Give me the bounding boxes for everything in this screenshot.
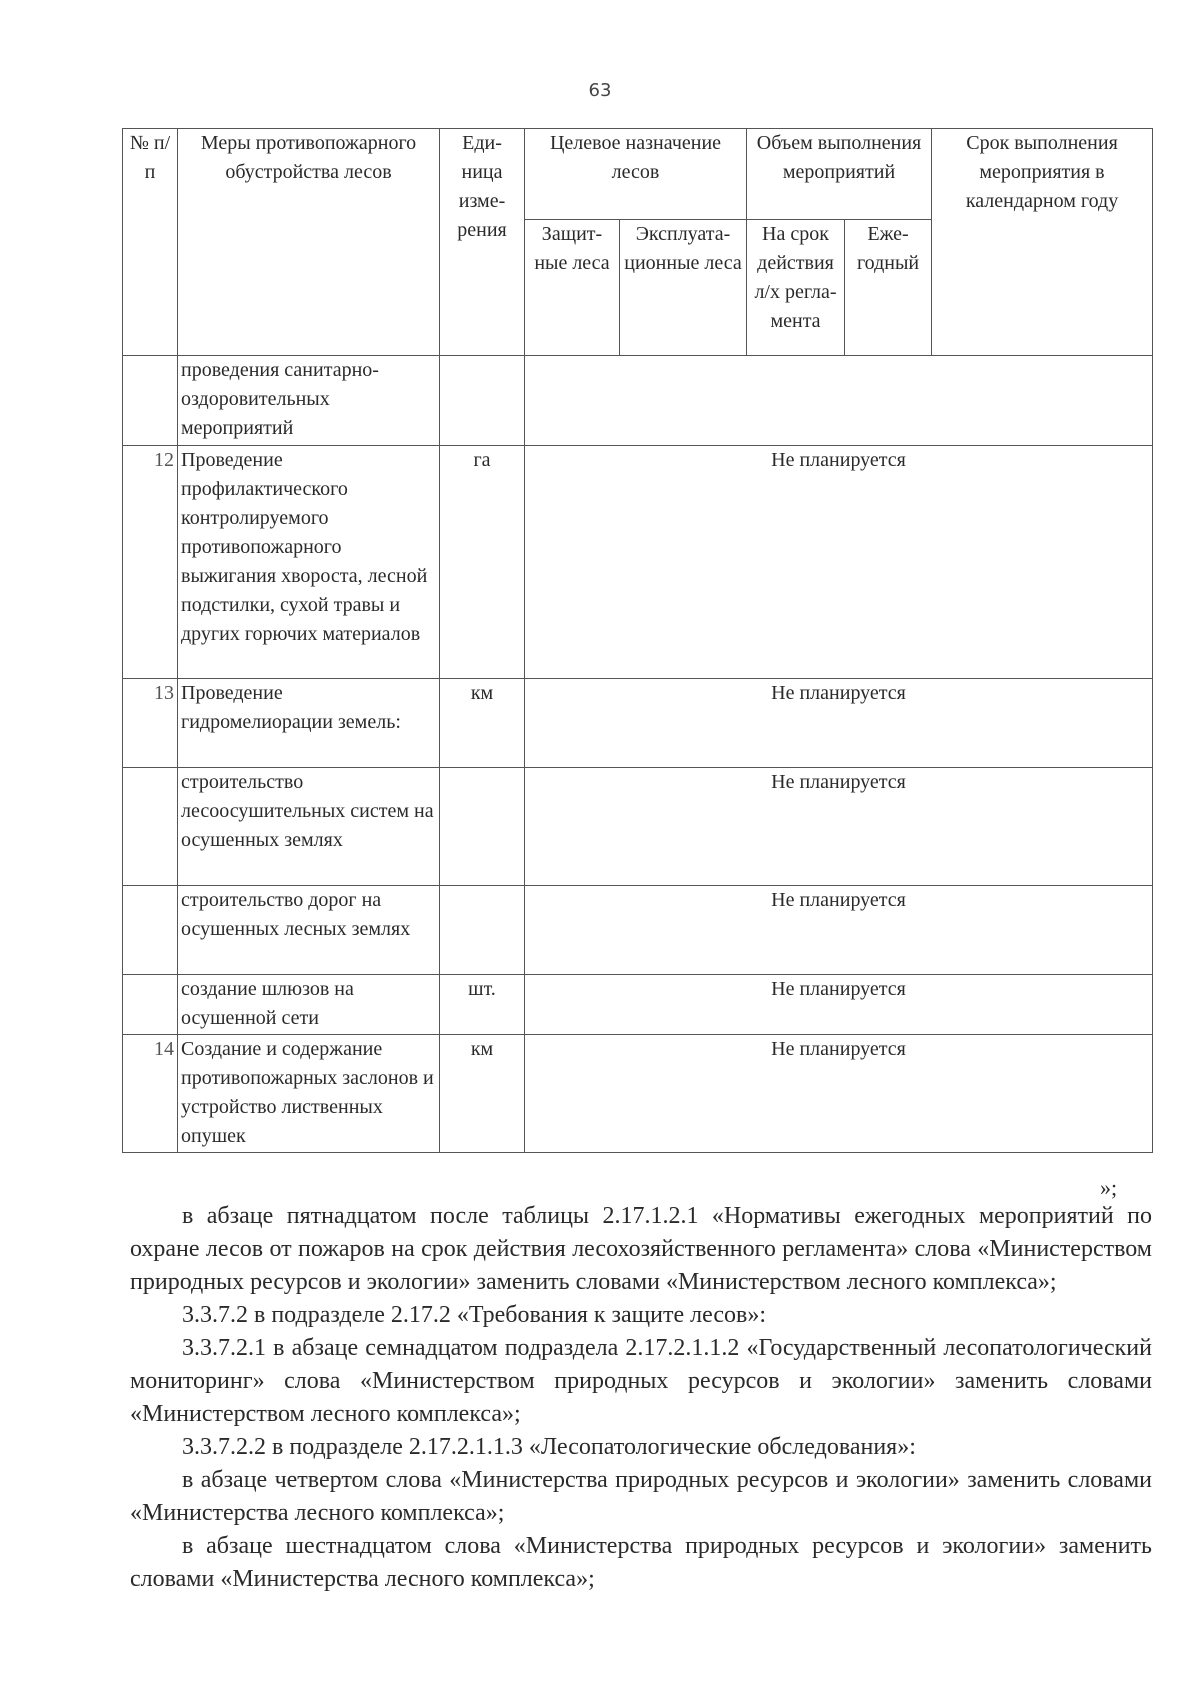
- row-unit: шт.: [440, 975, 525, 1035]
- paragraph: в абзаце шестнадцатом слова «Министерства природных ресурсов и экологии» заменить словами «Министерства лесного комплекса»;: [130, 1533, 1152, 1592]
- paragraph: в абзаце четвертом слова «Министерства природных ресурсов и экологии» заменить словами «Министерства лесного комплекса»;: [130, 1467, 1152, 1526]
- row-unit: км: [440, 679, 525, 768]
- row-measure: строительство лесоосушительных систем на осушенных землях: [178, 768, 440, 886]
- row-measure: Создание и содержание противопожарных заслонов и устройство лиственных опушек: [178, 1035, 440, 1153]
- paragraph: 3.3.7.2 в подразделе 2.17.2 «Требования к защите лесов»:: [182, 1302, 767, 1328]
- row-num: 13: [123, 679, 178, 768]
- header-deadline: Срок выполнения мероприятия в календарном году: [932, 129, 1153, 356]
- row-measure: проведения санитарно-оздоровительных мероприятий: [178, 356, 440, 446]
- table-row: [123, 975, 1153, 1035]
- row-num: 14: [123, 1035, 178, 1153]
- paragraph: 3.3.7.2.1 в абзаце семнадцатом подраздела 2.17.2.1.1.2 «Государственный лесопатологический мониторинг» слова «Министерством природных ресурсов и экологии» заменить словами «Министерством лесного комплекса»;: [130, 1335, 1152, 1427]
- row-num: [123, 356, 178, 446]
- table-header: [123, 129, 1153, 356]
- row-unit: [440, 356, 525, 446]
- header-num: № п/п: [123, 129, 178, 356]
- row-unit: км: [440, 1035, 525, 1153]
- row-num: [123, 975, 178, 1035]
- row-measure: строительство дорог на осушенных лесных землях: [178, 886, 440, 975]
- row-unit: га: [440, 446, 525, 679]
- row-num: 12: [123, 446, 178, 679]
- row-status: Не планируется: [525, 768, 1153, 886]
- row-num: [123, 886, 178, 975]
- row-status: Не планируется: [525, 679, 1153, 768]
- header-volume-annual: Еже-годный: [845, 220, 932, 356]
- amendment-text: [130, 1200, 1152, 1596]
- row-unit: [440, 886, 525, 975]
- row-measure: создание шлюзов на осушенной сети: [178, 975, 440, 1035]
- row-unit: [440, 768, 525, 886]
- row-measure: Проведение гидромелиорации земель:: [178, 679, 440, 768]
- table-row: [123, 886, 1153, 975]
- table-row: [123, 356, 1153, 446]
- row-num: [123, 768, 178, 886]
- page-number: 63: [588, 80, 612, 101]
- table-row: [123, 679, 1153, 768]
- fire-measures-table: [122, 128, 1153, 1153]
- table-row: [123, 446, 1153, 679]
- header-purpose-operational: Эксплуата-ционные леса: [620, 220, 747, 356]
- table-body: [123, 356, 1153, 1153]
- row-status: Не планируется: [525, 975, 1153, 1035]
- header-unit: Еди-ница изме-рения: [440, 129, 525, 356]
- row-measure: Проведение профилактического контролируемого противопожарного выжигания хвороста, лесной подстилки, сухой травы и других горючих материалов: [178, 446, 440, 679]
- header-volume: Объем выполнения мероприятий: [747, 129, 932, 220]
- header-volume-term: На срок действия л/х регла-мента: [747, 220, 845, 356]
- header-purpose: Целевое назначение лесов: [525, 129, 747, 220]
- row-status: [525, 356, 1153, 446]
- paragraph: в абзаце пятнадцатом после таблицы 2.17.1.2.1 «Нормативы ежегодных мероприятий по охране лесов от пожаров на срок действия лесохозяйственного регламента» слова «Министерством природных ресурсов и экологии» заменить словами «Министерством лесного комплекса»;: [130, 1203, 1152, 1295]
- row-status: Не планируется: [525, 446, 1153, 679]
- row-status: Не планируется: [525, 1035, 1153, 1153]
- paragraph: 3.3.7.2.2 в подразделе 2.17.2.1.1.3 «Лесопатологические обследования»:: [182, 1434, 916, 1460]
- table-row: [123, 768, 1153, 886]
- table-closing-quote: »;: [1100, 1175, 1118, 1200]
- header-measure: Меры противопожарного обустройства лесов: [178, 129, 440, 356]
- row-status: Не планируется: [525, 886, 1153, 975]
- header-purpose-protective: Защит-ные леса: [525, 220, 620, 356]
- table-row: [123, 1035, 1153, 1153]
